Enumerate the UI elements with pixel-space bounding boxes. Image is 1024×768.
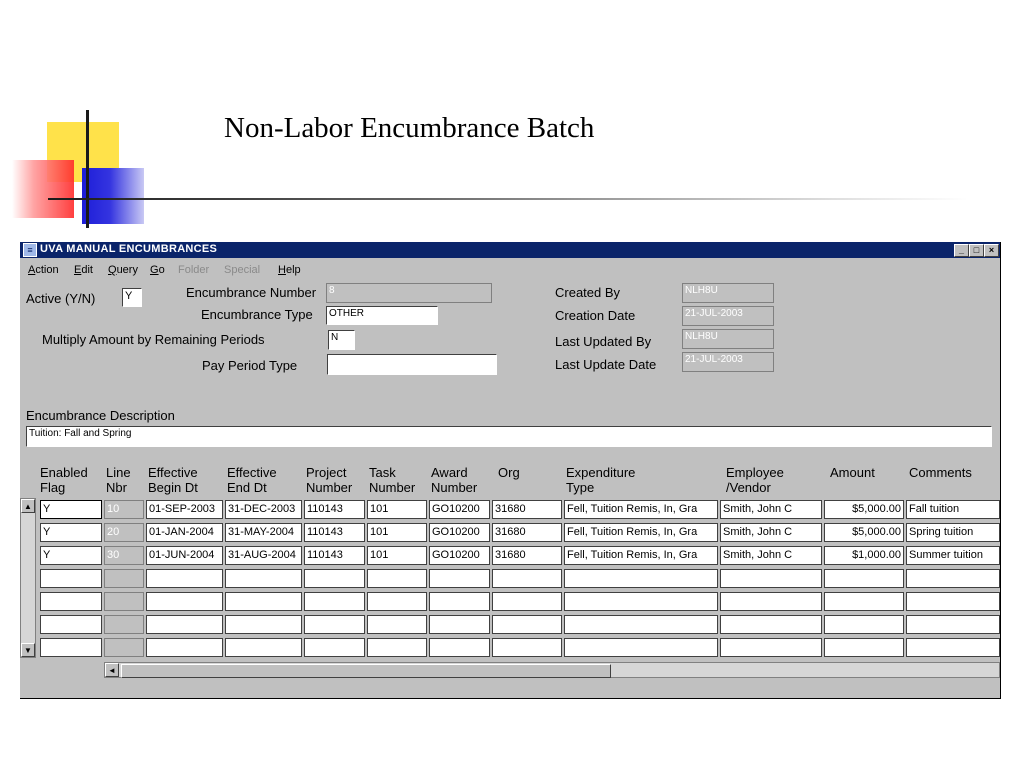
cell-comments[interactable]: Spring tuition [906, 523, 1000, 542]
cell-end-dt[interactable] [225, 638, 302, 657]
cell-end-dt[interactable]: 31-MAY-2004 [225, 523, 302, 542]
menu-special: Special [224, 264, 261, 276]
cell-employee-vendor[interactable] [720, 638, 822, 657]
app-window-icon: ≡ [23, 243, 37, 257]
cell-expenditure-type[interactable] [564, 569, 718, 588]
horizontal-scrollbar[interactable] [104, 662, 1000, 678]
cell-enabled-flag[interactable]: Y [40, 546, 102, 565]
maximize-button[interactable]: □ [969, 244, 984, 257]
creation-date-label: Creation Date [555, 308, 636, 323]
cell-org[interactable]: 31680 [492, 546, 562, 565]
cell-line-nbr[interactable] [104, 569, 144, 588]
cell-line-nbr[interactable] [104, 615, 144, 634]
cell-enabled-flag[interactable]: Y [40, 500, 102, 519]
scroll-left-icon[interactable]: ◄ [105, 663, 119, 677]
cell-amount[interactable]: $1,000.00 [824, 546, 904, 565]
scroll-down-icon[interactable]: ▼ [21, 643, 35, 657]
cell-task-number[interactable]: 101 [367, 546, 427, 565]
cell-project-number[interactable]: 110143 [304, 523, 365, 542]
menu-edit[interactable]: Edit [74, 264, 93, 276]
cell-employee-vendor[interactable] [720, 615, 822, 634]
cell-expenditure-type[interactable] [564, 592, 718, 611]
last-updated-by-label: Last Updated By [555, 334, 652, 349]
cell-award-number[interactable] [429, 569, 490, 588]
cell-org[interactable]: 31680 [492, 500, 562, 519]
cell-org[interactable] [492, 592, 562, 611]
decor-horizontal-line [48, 198, 968, 200]
lines-grid [20, 242, 1000, 698]
cell-award-number[interactable]: GO10200 [429, 523, 490, 542]
cell-line-nbr[interactable] [104, 592, 144, 611]
cell-project-number[interactable] [304, 615, 365, 634]
decor-vertical-line [86, 110, 89, 228]
slide-title: Non-Labor Encumbrance Batch [224, 112, 595, 144]
description-field[interactable]: Tuition: Fall and Spring [26, 426, 992, 447]
cell-org[interactable] [492, 569, 562, 588]
cell-expenditure-type[interactable]: Fell, Tuition Remis, In, Gra [564, 523, 718, 542]
last-update-date-label: Last Update Date [555, 357, 657, 372]
col-header-line-nbr: Line Nbr [106, 465, 131, 495]
cell-comments[interactable]: Summer tuition [906, 546, 1000, 565]
cell-end-dt[interactable] [225, 569, 302, 588]
cell-task-number[interactable] [367, 592, 427, 611]
cell-begin-dt[interactable]: 01-SEP-2003 [146, 500, 223, 519]
cell-task-number[interactable] [367, 615, 427, 634]
cell-begin-dt[interactable]: 01-JAN-2004 [146, 523, 223, 542]
cell-line-nbr[interactable] [104, 638, 144, 657]
col-header-employee-vendor: Employee /Vendor [726, 465, 784, 495]
enc-type-field[interactable]: OTHER [326, 306, 438, 325]
cell-begin-dt[interactable] [146, 615, 223, 634]
cell-enabled-flag[interactable] [40, 592, 102, 611]
cell-task-number[interactable]: 101 [367, 500, 427, 519]
menu-help[interactable]: Help [278, 264, 301, 276]
cell-employee-vendor[interactable]: Smith, John C [720, 523, 822, 542]
multiply-field[interactable]: N [328, 330, 355, 350]
close-button[interactable]: × [984, 244, 999, 257]
col-header-project-number: Project Number [306, 465, 353, 495]
cell-enabled-flag[interactable]: Y [40, 523, 102, 542]
cell-amount[interactable]: $5,000.00 [824, 523, 904, 542]
cell-employee-vendor[interactable]: Smith, John C [720, 500, 822, 519]
decor-blue-square [82, 168, 144, 224]
cell-end-dt[interactable]: 31-DEC-2003 [225, 500, 302, 519]
menu-go[interactable]: Go [150, 264, 165, 276]
col-header-task-number: Task Number [369, 465, 416, 495]
col-header-enabled-flag: Enabled Flag [40, 465, 88, 495]
cell-employee-vendor[interactable]: Smith, John C [720, 546, 822, 565]
cell-project-number[interactable] [304, 569, 365, 588]
cell-end-dt[interactable] [225, 592, 302, 611]
cell-project-number[interactable] [304, 592, 365, 611]
active-field[interactable]: Y [122, 288, 142, 307]
col-header-amount: Amount [830, 465, 875, 480]
cell-line-nbr[interactable]: 10 [104, 500, 144, 519]
cell-expenditure-type[interactable]: Fell, Tuition Remis, In, Gra [564, 546, 718, 565]
cell-project-number[interactable]: 110143 [304, 500, 365, 519]
menu-action[interactable]: Action [28, 264, 59, 276]
vertical-scrollbar[interactable] [20, 498, 36, 658]
enc-type-label: Encumbrance Type [201, 307, 313, 322]
cell-project-number[interactable]: 110143 [304, 546, 365, 565]
cell-comments[interactable]: Fall tuition [906, 500, 1000, 519]
menu-folder: Folder [178, 264, 210, 276]
col-header-comments: Comments [909, 465, 972, 480]
horizontal-scroll-thumb[interactable] [121, 664, 611, 678]
cell-amount[interactable] [824, 615, 904, 634]
enc-number-label: Encumbrance Number [186, 285, 317, 300]
enc-number-field[interactable]: 8 [326, 283, 492, 303]
cell-award-number[interactable] [429, 638, 490, 657]
scroll-up-icon[interactable]: ▲ [21, 499, 35, 513]
description-label: Encumbrance Description [26, 408, 175, 423]
cell-expenditure-type[interactable]: Fell, Tuition Remis, In, Gra [564, 500, 718, 519]
cell-org[interactable] [492, 638, 562, 657]
cell-expenditure-type[interactable] [564, 638, 718, 657]
cell-enabled-flag[interactable] [40, 615, 102, 634]
cell-project-number[interactable] [304, 638, 365, 657]
cell-begin-dt[interactable] [146, 638, 223, 657]
cell-enabled-flag[interactable] [40, 569, 102, 588]
col-header-org: Org [498, 465, 520, 480]
cell-task-number[interactable] [367, 638, 427, 657]
cell-end-dt[interactable] [225, 615, 302, 634]
cell-expenditure-type[interactable] [564, 615, 718, 634]
last-update-date-field[interactable]: 21-JUL-2003 [682, 352, 774, 372]
decor-red-square [12, 160, 74, 218]
cell-comments[interactable] [906, 592, 1000, 611]
window-title: UVA MANUAL ENCUMBRANCES [40, 243, 218, 255]
cell-award-number[interactable] [429, 592, 490, 611]
col-header-expenditure-type: Expenditure Type [566, 465, 636, 495]
cell-org[interactable] [492, 615, 562, 634]
col-header-end-dt: Effective End Dt [227, 465, 277, 495]
cell-award-number[interactable] [429, 615, 490, 634]
active-label: Active (Y/N) [26, 291, 96, 306]
cell-begin-dt[interactable] [146, 592, 223, 611]
menu-query[interactable]: Query [108, 264, 138, 276]
cell-employee-vendor[interactable] [720, 569, 822, 588]
cell-line-nbr[interactable]: 30 [104, 546, 144, 565]
last-updated-by-field[interactable]: NLH8U [682, 329, 774, 349]
cell-amount[interactable]: $5,000.00 [824, 500, 904, 519]
col-header-begin-dt: Effective Begin Dt [148, 465, 198, 495]
cell-begin-dt[interactable] [146, 569, 223, 588]
creation-date-field[interactable]: 21-JUL-2003 [682, 306, 774, 326]
cell-enabled-flag[interactable] [40, 638, 102, 657]
cell-amount[interactable] [824, 569, 904, 588]
cell-comments[interactable] [906, 569, 1000, 588]
cell-task-number[interactable]: 101 [367, 523, 427, 542]
minimize-button[interactable]: _ [954, 244, 969, 257]
cell-org[interactable]: 31680 [492, 523, 562, 542]
cell-line-nbr[interactable]: 20 [104, 523, 144, 542]
cell-comments[interactable] [906, 615, 1000, 634]
cell-begin-dt[interactable]: 01-JUN-2004 [146, 546, 223, 565]
encumbrance-window [20, 242, 1001, 699]
cell-award-number[interactable]: GO10200 [429, 546, 490, 565]
cell-end-dt[interactable]: 31-AUG-2004 [225, 546, 302, 565]
created-by-label: Created By [555, 285, 621, 300]
cell-employee-vendor[interactable] [720, 592, 822, 611]
cell-task-number[interactable] [367, 569, 427, 588]
cell-comments[interactable] [906, 638, 1000, 657]
cell-award-number[interactable]: GO10200 [429, 500, 490, 519]
col-header-award-number: Award Number [431, 465, 478, 495]
created-by-field[interactable]: NLH8U [682, 283, 774, 303]
cell-amount[interactable] [824, 638, 904, 657]
cell-amount[interactable] [824, 592, 904, 611]
pay-period-label: Pay Period Type [202, 358, 298, 373]
multiply-label: Multiply Amount by Remaining Periods [42, 332, 265, 347]
